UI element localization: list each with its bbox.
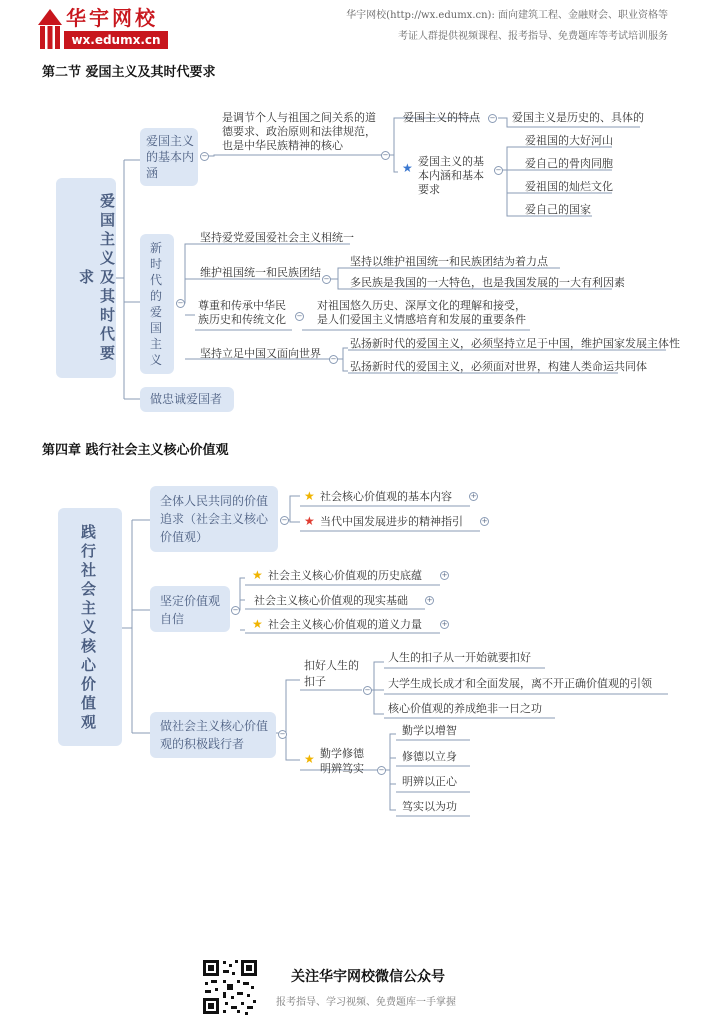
s2-b3-qin-item: 笃实以为功 — [402, 800, 457, 813]
expand-icon[interactable]: + — [470, 492, 477, 500]
section2-root-label: 践行社会主义核心价值观 — [79, 523, 97, 733]
s2-b2-item: 社会主义核心价值观的历史底蕴 — [268, 569, 422, 582]
s1-b1-feature-value: 爱国主义是历史的、具体的 — [512, 111, 644, 124]
section2-heading: 第四章 践行社会主义核心价值观 — [42, 443, 229, 458]
s1-b2-item2-collapse-icon[interactable]: − — [323, 275, 330, 283]
s1-b1-content-label: 爱国主义的基本内涵和基本要求 — [418, 155, 484, 196]
expand-icon[interactable]: + — [426, 596, 433, 604]
s2-b3-kou-item: 大学生成长成才和全面发展，离不开正确价值观的引领 — [388, 677, 652, 690]
expand-icon[interactable]: + — [481, 517, 488, 525]
star-gold-icon: ★ — [252, 617, 263, 631]
s1-b2-item4: 坚持立足中国又面向世界 — [200, 347, 321, 360]
star-red-icon: ★ — [304, 514, 315, 528]
s2-b1-item: 社会核心价值观的基本内容 — [320, 490, 452, 503]
s2-branch2-collapse-icon[interactable]: − — [232, 606, 239, 614]
s1-b2-item1: 坚持爱党爱国爱社会主义相统一 — [200, 231, 354, 244]
s1-b1-content-item: 爱自己的国家 — [525, 203, 591, 216]
logo-text: 华宇网校 — [66, 6, 158, 30]
s2-branch2-label: 坚定价值观自信 — [160, 594, 221, 626]
s1-b2-item4-sub2: 弘扬新时代的爱国主义，必须面对世界，构建人类命运共同体 — [350, 360, 647, 373]
star-gold-icon: ★ — [304, 489, 315, 503]
section1-root-label: 爱国主义及其时代要求 — [77, 192, 116, 364]
s1-b1-def-collapse-icon[interactable]: − — [382, 151, 389, 159]
s2-branch3-collapse-icon[interactable]: − — [279, 730, 286, 738]
s2-b3-kou-item: 核心价值观的养成绝非一日之功 — [388, 702, 542, 715]
s2-b2-item: 社会主义核心价值观的道义力量 — [268, 618, 422, 631]
s2-branch1-collapse-icon[interactable]: − — [281, 516, 288, 524]
s1-b2-item3-collapse-icon[interactable]: − — [296, 312, 303, 320]
header-info-line2: 考证人群提供视频课程、报考指导、免费题库等考试培训服务 — [398, 31, 668, 42]
s1-b2-item4-sub1: 弘扬新时代的爱国主义，必须坚持立足于中国，维护国家发展主体性 — [350, 337, 680, 350]
s1-branch2-collapse-icon[interactable]: − — [177, 299, 184, 307]
s1-b1-content-item: 爱祖国的灿烂文化 — [525, 180, 613, 193]
s1-b1-feature-label: 爱国主义的特点 — [403, 111, 480, 124]
s2-b3-qin-item: 明辨以正心 — [402, 775, 457, 788]
s2-b3-kou-label: 扣好人生的扣子 — [304, 659, 359, 688]
s1-b2-item2: 维护祖国统一和民族团结 — [200, 266, 321, 279]
s2-b3-qin-item: 修德以立身 — [402, 750, 457, 763]
s1-branch1-label: 爱国主义的基本内涵 — [146, 134, 195, 180]
s1-b2-item3-sub: 对祖国悠久历史、深厚文化的理解和接受，是人们爱国主义情感培育和发展的重要条件 — [317, 299, 526, 326]
s1-b1-content-item: 爱祖国的大好河山 — [525, 134, 613, 147]
s2-b3-kou-item: 人生的扣子从一开始就要扣好 — [388, 651, 531, 664]
header-info-line1: 华宇网校(http://wx.edumx.cn): 面向建筑工程、金融财会、职业资格等 — [346, 10, 668, 21]
qr-code-icon — [201, 958, 259, 1016]
s1-b1-content-collapse-icon[interactable]: − — [495, 166, 502, 174]
s2-branch3-label: 做社会主义核心价值观的积极践行者 — [160, 719, 269, 751]
star-gold-icon: ★ — [252, 568, 263, 582]
star-blue-icon: ★ — [402, 161, 413, 175]
s2-b2-item: 社会主义核心价值观的现实基础 — [254, 594, 408, 607]
expand-icon[interactable]: + — [441, 620, 448, 628]
s1-branch2-label: 新时代的爱国主义 — [150, 241, 163, 367]
s1-b1-feature-collapse-icon[interactable]: − — [489, 114, 496, 122]
s1-b2-item2-sub1: 坚持以维护祖国统一和民族团结为着力点 — [350, 255, 548, 268]
s1-branch3-label: 做忠诚爱国者 — [150, 392, 223, 406]
s2-branch1-label: 全体人民共同的价值追求（社会主义核心价值观） — [160, 494, 269, 544]
s2-b3-qin-label: 勤学修德明辨笃实 — [320, 747, 364, 775]
s1-branch1-collapse-icon[interactable]: − — [201, 152, 208, 160]
s1-b2-item3: 尊重和传承中华民族历史和传统文化 — [198, 299, 286, 326]
s1-b1-content-item: 爱自己的骨肉同胞 — [525, 157, 613, 170]
star-gold-icon: ★ — [304, 752, 315, 766]
s2-b3-kou-collapse-icon[interactable]: − — [364, 686, 371, 694]
s2-b3-qin-collapse-icon[interactable]: − — [378, 766, 385, 774]
footer-subtitle: 报考指导、学习视频、免费题库一手掌握 — [276, 997, 456, 1008]
footer-title: 关注华宇网校微信公众号 — [291, 969, 445, 985]
s1-b1-definition: 是调节个人与祖国之间关系的道德要求、政治原则和法律规范，也是中华民族精神的核心 — [222, 111, 376, 152]
expand-icon[interactable]: + — [441, 571, 448, 579]
logo-url: wx.edumx.cn — [64, 31, 168, 49]
s2-b1-item: 当代中国发展进步的精神指引 — [320, 515, 463, 528]
s2-b3-qin-item: 勤学以增智 — [402, 724, 457, 737]
s1-b2-item4-collapse-icon[interactable]: − — [330, 355, 337, 363]
section1-heading: 第二节 爱国主义及其时代要求 — [42, 65, 216, 80]
s1-b2-item2-sub2: 多民族是我国的一大特色，也是我国发展的一大有利因素 — [350, 276, 625, 289]
